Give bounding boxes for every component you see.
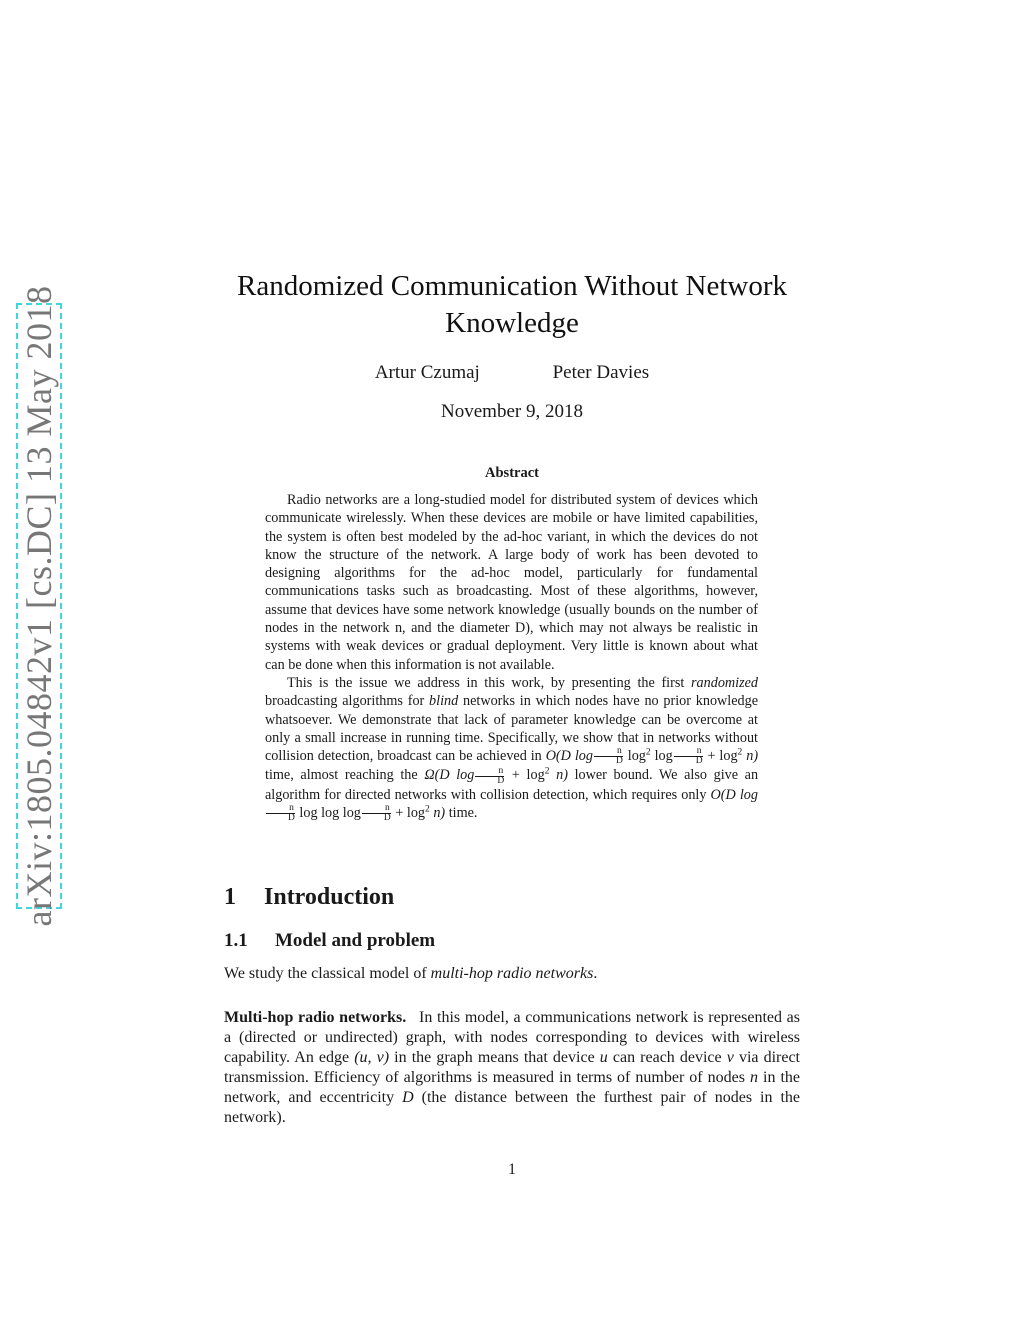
section-heading <box>224 884 394 911</box>
intro-paragraph: We study the classical model of multi-hop radio networks. <box>224 965 598 982</box>
page-number: 1 <box>508 1161 516 1178</box>
title-line-2: Knowledge <box>445 307 579 339</box>
author-name: Peter Davies <box>552 362 650 383</box>
author-name: Artur Czumaj <box>374 362 480 383</box>
abstract-heading: Abstract <box>485 465 539 481</box>
arxiv-side-stamp <box>16 285 62 927</box>
author-list <box>200 362 824 384</box>
subsection-number: 1.1 <box>224 930 248 951</box>
paragraph-runin-heading: Multi-hop radio networks. <box>224 1009 407 1026</box>
arxiv-identifier: arXiv:1805.04842v1 [cs.DC] 13 May 2018 <box>19 285 59 927</box>
abstract-paragraph: Radio networks are a long-studied model for distributed system of devices which communicate wirelessly. When these devices are mobile or have limited capabilities, the system is often best modeled by the ad-hoc variant, in which the devices do not know the structure of the network. A large body of work has been devoted to designing algorithms for the ad-hoc model, particularly for fundamental communications tasks such as broadcasting. Most of these algorithms, however, assume that devices have some network knowledge (usually bounds on the number of nodes in the network n, and the diameter D), which may not always be realistic in systems with weak devices or gradual deployment. Very little is known about what can be done when this information is not available. <box>265 492 758 673</box>
subsection-title: Model and problem <box>275 930 436 951</box>
formula-directed-bound: O(D log $\frac{n}{D}$ log log log $\frac{n}{D}$ + $\log^2 n$) <box>265 787 758 821</box>
section-number: 1 <box>224 884 236 910</box>
title-line-1: Randomized Communication Without Network <box>236 270 788 302</box>
formula-upper-bound: O(D log $\frac{n}{D}$ $\log^2 \log$ $\frac{n}{D}$ + $\log^2 n$) <box>545 746 759 767</box>
paper-title <box>200 268 824 342</box>
section-title: Introduction <box>264 884 395 910</box>
formula-lower-bound: Ω(D log $\frac{n}{D}$ + $\log^2 n$) <box>424 765 568 786</box>
abstract-body <box>265 491 758 823</box>
subsection-heading <box>224 930 435 952</box>
abstract-paragraph: This is the issue we address in this work, by presenting the first randomized broadcasting algorithms for blind networks in which nodes have no prior knowledge whatsoever. We demonstrate that lack of parameter knowledge can be overcome at only a small increase in running time. Specifically, we show that in networks without collision detection, broadcast can be achieved in O(D log $\frac{n}{D}$ $\log^2 \log$ $\frac{n}{D}$ + $\log^2 n$) time, almost reaching the Ω(D log $\frac{n}{D}$ + $\log^2 n$) lower bound. We also give an algorithm for directed networks with collision detection, which requires only O(D log $\frac{n}{D}$ log log log $\frac{n}{D}$ + $\log^2 n$) time. <box>265 674 759 824</box>
multihop-paragraph: Multi-hop radio networks. In this model, a communications network is represented as a (directed or undirected) graph, with nodes corresponding to devices with wireless capability. An edge (u, v) in the graph means that device u can reach device v via direct transmission. Efficiency of algorithms is measured in terms of number of nodes n in the network, and eccentricity D (the distance between the furthest pair of nodes in the network). <box>224 1009 801 1126</box>
paper-date: November 9, 2018 <box>441 401 583 422</box>
